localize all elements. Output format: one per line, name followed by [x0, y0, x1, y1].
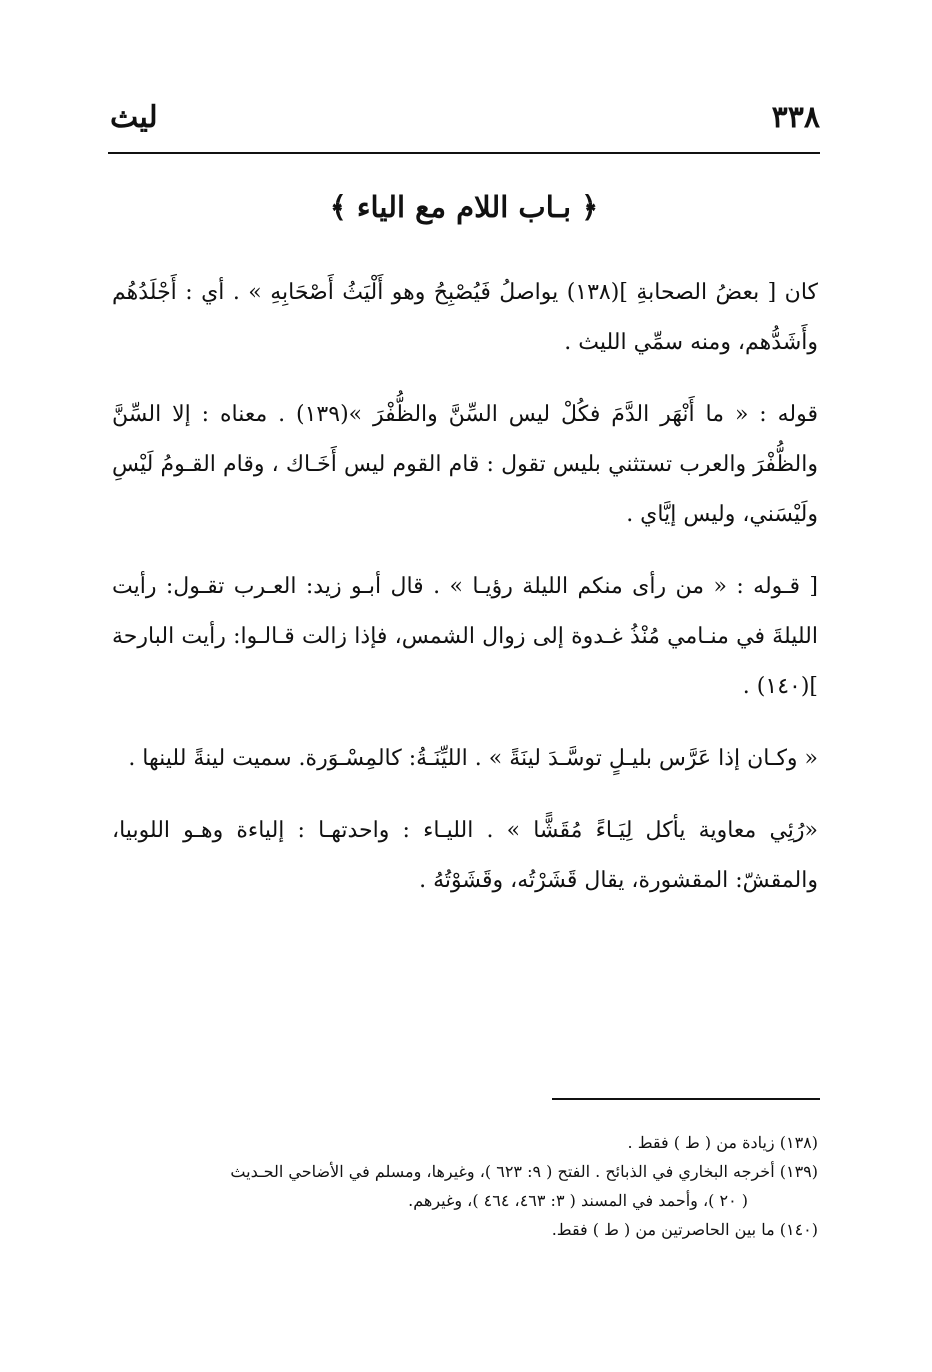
paragraph-1: كان [ بعضُ الصحابةِ ](١٣٨) يواصلُ فَيُصْبِحُ وهو أَلْيَثُ أَصْحَابِهِ » . أي : أَجْلَدُهُم وأَشَدُّهم، ومنه سمِّي الليث . [112, 280, 818, 355]
footnote-139 [112, 1157, 818, 1215]
footnote-140 [112, 1215, 818, 1244]
running-header-word: ليث [110, 100, 158, 135]
footnote-divider [552, 1098, 820, 1100]
footnotes [112, 1128, 818, 1244]
paragraph-3: [ قـوله : « من رأى منكم الليلة رؤيـا » . قال أبـو زيد: العـرب تقـول: رأيت الليلةَ في منـامي مُنْذُ غـدوة إلى زوال الشمس، فإذا زالت قـالـوا: رأيت البارحة ](١٤٠) . [112, 574, 818, 699]
paragraph-2: قوله : « ما أَنْهَر الدَّمَ فكُلْ ليس السِّنَّ والظُّفْرَ »(١٣٩) . معناه : إلا السِّنَّ والظُّفْرَ والعرب تستثني بليس تقول : قام القوم ليس أَخَـاك ، وقام القـومُ لَيْسِ ولَيْسَني، وليس إيَّاي . [112, 402, 818, 527]
page-number: ٣٣٨ [771, 100, 820, 135]
paragraph-5: «رُئِي معاوية يأكل لِيَـاءً مُقَشًّا » . الليـاء : واحدتهـا : إلياءة وهـو اللوبيا، والمقشّ: المقشورة، يقال قَشَرْتُه، وقَشَوْتُهُ . [112, 818, 818, 893]
footnote-140-text: (١٤٠) ما بين الحاصرتين من ( ط ) فقط. [551, 1220, 818, 1239]
body-text [112, 268, 818, 928]
footnote-138 [112, 1128, 818, 1157]
header-divider [108, 152, 820, 154]
paragraph-4: « وكـان إذا عَرَّس بليـلٍ توسَّـدَ لينَةً » . الليِّنَـةُ: كالمِسْـوَرة. سميت لينةً للينها . [128, 746, 818, 771]
chapter-title: ﴿ بـاب اللام مع الياء ﴾ [329, 190, 599, 224]
footnote-139-continuation: ( ٢٠ )، وأحمد في المسند ( ٣: ٤٦٣، ٤٦٤ )، وغيرهم. [408, 1191, 748, 1210]
footnote-138-text: (١٣٨) زيادة من ( ط ) فقط . [627, 1133, 818, 1152]
footnote-139-text: (١٣٩) أخرجه البخاري في الذبائح . الفتح ( ٩: ٦٢٣ )، وغيرها، ومسلم في الأضاحي الحـديث [230, 1162, 818, 1181]
